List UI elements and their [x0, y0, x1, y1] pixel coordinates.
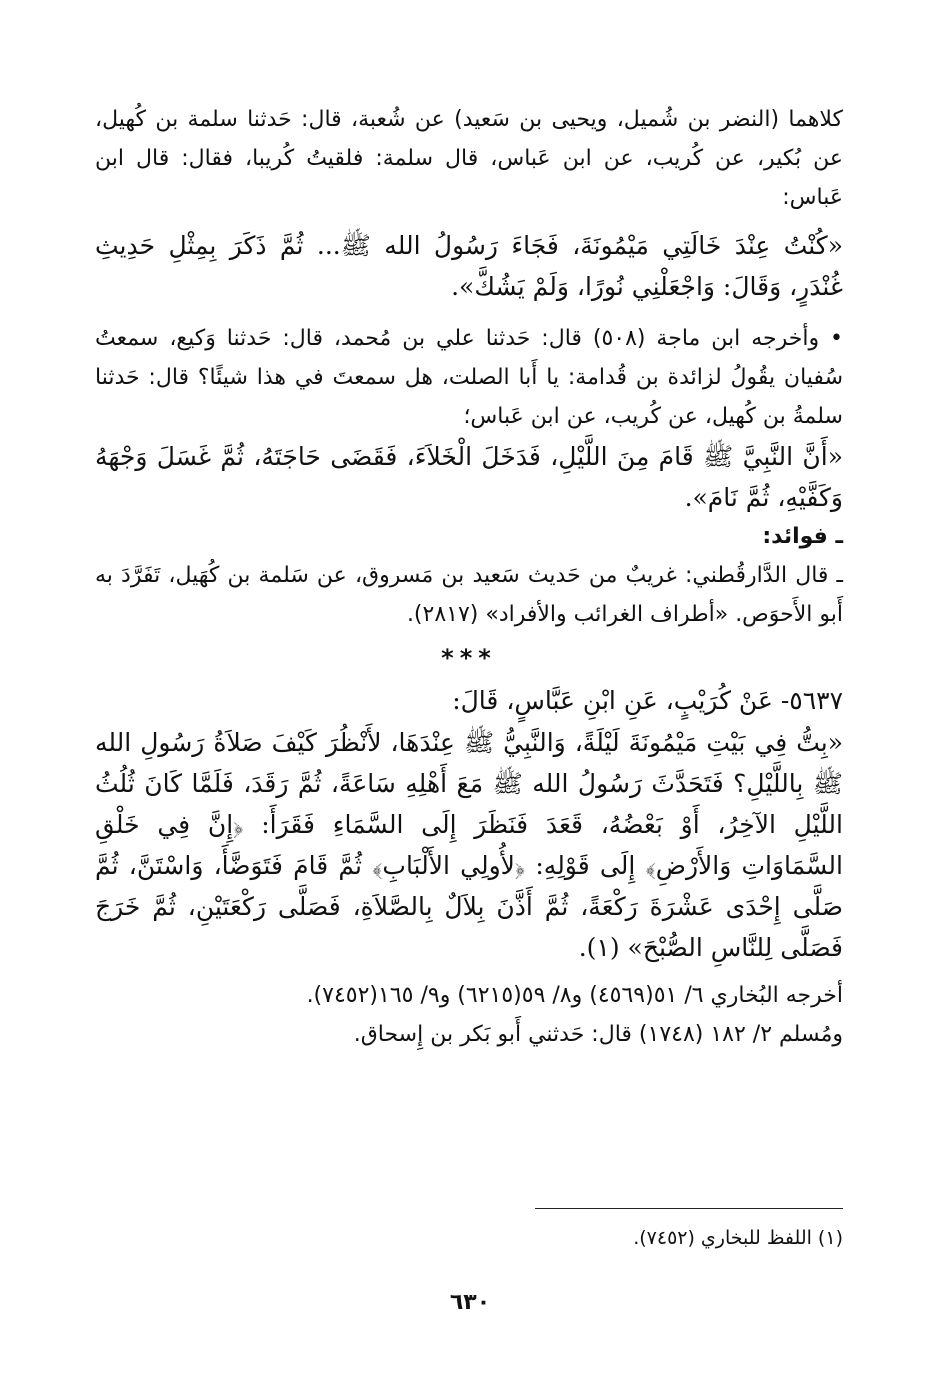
paragraph-muslim-reference: ومُسلم ٢/ ١٨٢ (١٧٤٨) قال: حَدثني أَبو بَكر بن إِسحاق.: [353, 1022, 843, 1047]
paragraph-hadith-text-2: «أَنَّ النَّبِيَّ ﷺ قَامَ مِنَ اللَّيْلِ، فَدَخَلَ الْخَلاَءَ، فَقَضَى حَاجَتَهُ، ثُمَّ غَسَلَ وَجْهَهُ وَكَفَّيْهِ، ثُمَّ نَامَ».: [95, 442, 843, 512]
paragraph-ibn-majah: • وأخرجه ابن ماجة (٥٠٨) قال: حَدثنا علي بن مُحمد، قال: حَدثنا وَكيع، سمعتُ سُفيان يقُولُ لزائدة بن قُدامة: يا أَبا الصلت، هل سمعتَ في هذا شيئًا؟ قال: حَدثنا سلمةُ بن كُهيل، عن كُريب، عن ابن عَباس؛: [95, 326, 843, 429]
paragraph-hadith-text: «كُنْتُ عِنْدَ خَالَتِي مَيْمُونَةَ، فَجَاءَ رَسُولُ الله ﷺ... ثُمَّ ذَكَرَ بِمِثْلِ حَدِيثِ غُنْدَرٍ، وَقَالَ: وَاجْعَلْنِي نُورًا، وَلَمْ يَشُكَّ».: [95, 231, 843, 301]
footnote: (١) اللفظ للبخاري (٧٤٥٢).: [633, 1227, 843, 1249]
hadith-number-line: ٥٦٣٧- عَنْ كُرَيْبٍ، عَنِ ابْنِ عَبَّاسٍ، قَالَ:: [452, 686, 843, 715]
page-number: ٦٣٠: [449, 1290, 491, 1315]
page-body: [95, 100, 843, 1054]
section-heading-benefits: ـ فوائد:: [762, 524, 843, 549]
paragraph-daraqutni: ـ قال الدَّارقُطني: غريبٌ من حَديث سَعيد بن مَسروق، عن سَلمة بن كُهَيل، تَفَرَّدَ به أَبو الأَحوَص. «أطراف الغرائب والأفراد» (٢٨١٧).: [95, 563, 843, 627]
separator-stars: ***: [441, 644, 497, 672]
footnote-divider: [535, 1208, 843, 1209]
paragraph-bukhari-reference: أخرجه البُخاري ٦/ ٥١(٤٥٦٩) و٨/ ٥٩(٦٢١٥) و٩/ ١٦٥(٧٤٥٢).: [306, 983, 843, 1008]
paragraph-main-hadith: «بِتُّ فِي بَيْتِ مَيْمُونَةَ لَيْلَةً، وَالنَّبِيُّ ﷺ عِنْدَهَا، لأَنْظُرَ كَيْفَ صَلاَةُ رَسُولِ الله ﷺ بِاللَّيْلِ؟ فَتَحَدَّثَ رَسُولُ الله ﷺ مَعَ أَهْلِهِ سَاعَةً، ثُمَّ رَقَدَ، فَلَمَّا كَانَ ثُلُثُ اللَّيْلِ الآخِرُ، أَوْ بَعْضُهُ، قَعَدَ فَنَظَرَ إِلَى السَّمَاءِ فَقَرَأَ: ﴿إِنَّ فِي خَلْقِ السَّمَاوَاتِ وَالأَرْضِ﴾ إِلَى قَوْلِهِ: ﴿لأُولِي الأَلْبَابِ﴾ ثُمَّ قَامَ فَتَوَضَّأَ، وَاسْتَنَّ، ثُمَّ صَلَّى إِحْدَى عَشْرَةَ رَكْعَةً، ثُمَّ أَذَّنَ بِلاَلٌ بِالصَّلاَةِ، فَصَلَّى رَكْعَتَيْنِ، ثُمَّ خَرَجَ فَصَلَّى لِلنَّاسِ الصُّبْحَ» (١).: [95, 728, 843, 962]
paragraph-chain-of-narration: كلاهما (النضر بن شُميل، ويحيى بن سَعيد) عن شُعبة، قال: حَدثنا سلمة بن كُهيل، عن بُكير، عن كُريب، عن ابن عَباس، قال سلمة: فلقيتُ كُريبا، فقال: قال ابن عَباس:: [95, 107, 843, 210]
